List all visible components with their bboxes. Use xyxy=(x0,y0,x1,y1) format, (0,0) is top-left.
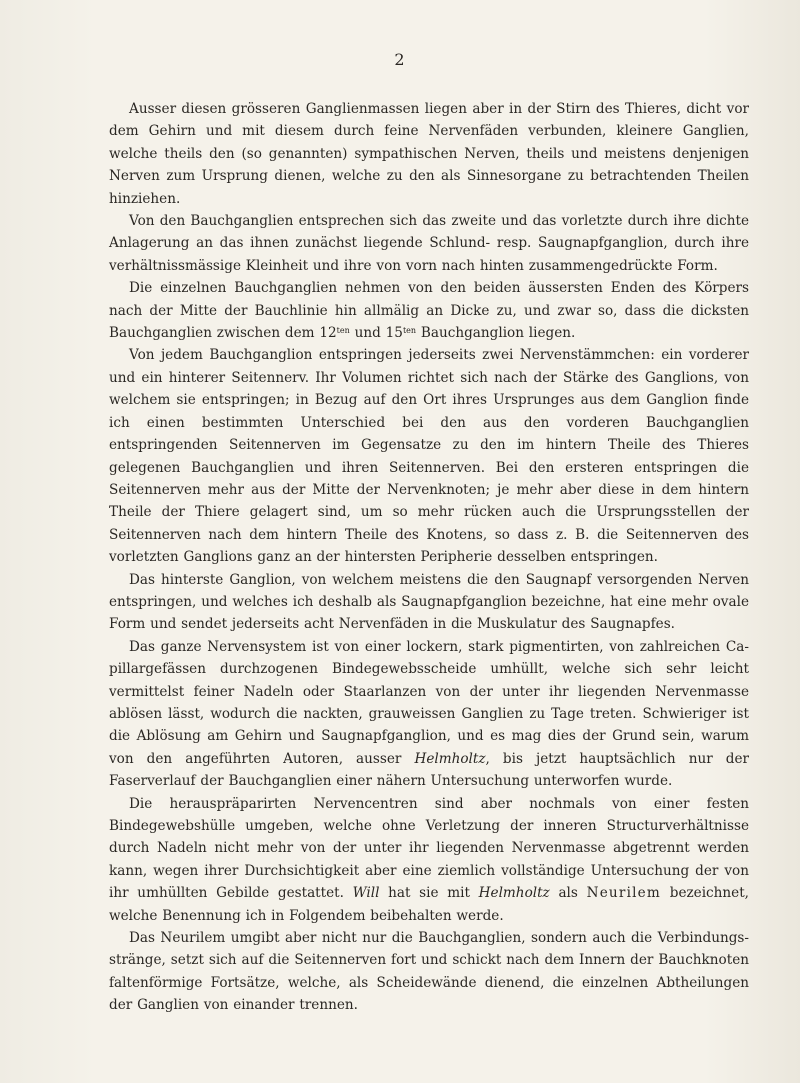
ordinal-suffix: ten xyxy=(402,326,417,336)
text-run: Die einzelnen Bauchganglien nehmen von den beiden äussersten Enden des Körpers nach der Mitte der Bauchlinie hin allmälig an Dicke zu, und zwar so, dass die dicksten Bauchganglien zwischen dem 12 xyxy=(109,280,749,342)
text-run: Ausser diesen grösseren Ganglienmassen liegen aber in der Stirn des Thieres, dicht vor dem Gehirn und mit diesem durch feine Nervenfäden verbunden, kleinere Ganglien, welche theils den (so genannten) sympathischen Nerven, theils und meistens denjenigen Nerven zum Ursprung dienen, welche zu den als Sinnesorgane zu betrachtenden Theilen hinziehen. xyxy=(109,101,749,207)
text-run: Von den Bauchganglien entsprechen sich das zweite und das vorletzte durch ihre dichte Anlagerung an das ihnen zunächst liegende Schlund- resp. Saugnapfganglion, durch ihre verhältnissmässige Kleinheit und ihre von vorn nach hinten zusammengedrückte Form. xyxy=(109,213,749,274)
author-name: Helmholtz xyxy=(478,885,550,902)
text-run: als xyxy=(549,885,587,902)
ordinal-suffix: ten xyxy=(336,326,350,336)
text-run: Das hinterste Ganglion, von welchem meistens die den Saugnapf versorgenden Nerven entspringen, und welches ich deshalb als Saugnapfganglion bezeichne, hat eine mehr ovale Form und sendet jederseits acht Nervenfäden in die Muskulatur des Saugnapfes. xyxy=(109,571,749,633)
text-run: und 15 xyxy=(349,325,403,342)
text-run: Von jedem Bauchganglion entspringen jederseits zwei Nervenstämmchen: ein vorderer und ein hinterer Seitennerv. Ihr Volumen richtet sich nach der Stärke des Ganglions, von welchem sie entspringen; in Bezug auf den Ort ihres Ursprunges aus dem Ganglion finde ich einen bestimmten Unterschied bei den aus den vorderen Bauchganglien entspringenden Seitennerven im Gegensatze zu den im hintern Theile des Thieres gelegenen Bauchganglien und ihren Seitennerven. Bei den ersteren entspringen die Seitennerven mehr aus der Mitte der Nervenknoten; je mehr aber diese in dem hintern Theile der Thiere gelagert sind, um so mehr rücken auch die Ursprungsstellen der Seitennerven nach dem hintern Theile des Knotens, so dass z. B. die Seitennerven des vorletzten Ganglions ganz an der hintersten Peripherie desselben entspringen. xyxy=(109,347,749,566)
spaced-term: Neurilem xyxy=(586,885,662,902)
author-name: Helmholtz xyxy=(414,750,486,767)
paragraph xyxy=(109,927,749,1017)
paragraph xyxy=(109,636,749,793)
text-run: , bis jetzt hauptsächlich nur der Faserverlauf der Bauchganglien einer nähern Untersuchung unterworfen wurde. xyxy=(109,750,750,790)
paragraph xyxy=(109,793,749,927)
author-name: Will xyxy=(352,885,380,902)
text-run: Das Neurilem umgibt aber nicht nur die Bauchganglien, sondern auch die Verbindungsstränge, setzt sich auf die Seitennerven fort und schickt nach dem Innern der Bauchknoten faltenförmige Fortsätze, welche, als Scheidewände dienend, die einzelnen Abtheilungen der Ganglien von einander trennen. xyxy=(109,930,749,1014)
page-number: 2 xyxy=(394,50,406,69)
paragraph xyxy=(109,277,749,344)
body-text xyxy=(109,98,749,1017)
paragraph xyxy=(109,569,749,636)
text-run: Bauchganglion liegen. xyxy=(416,325,576,342)
paragraph xyxy=(109,344,749,568)
text-run: bezeichnet, welche Benennung ich in Folgendem beibehalten werde. xyxy=(109,885,749,924)
text-run: hat sie mit xyxy=(379,885,479,902)
text-run: Das ganze Nervensystem ist von einer lockern, stark pigmentirten, von zahlreichen Capillargefässen durchzogenen Bindegewebsscheide umhüllt, welche sich sehr leicht vermittelst feiner Nadeln oder Staarlanzen von der unter ihr liegenden Nervenmasse ablösen lässt, wodurch die nackten, grauweissen Ganglien zu Tage treten. Schwieriger ist die Ablösung am Gehirn und Saugnapfganglion, und es mag dies der Grund sein, warum von den angeführten Autoren, ausser xyxy=(109,638,749,767)
paragraph xyxy=(109,210,749,277)
text-run: Die herauspräparirten Nervencentren sind aber nochmals von einer festen Bindegewebshülle umgeben, welche ohne Verletzung der inneren Structurverhältnisse durch Nadeln nicht mehr von der unter ihr liegenden Nervenmasse abgetrennt werden kann, wegen ihrer Durchsichtigkeit aber eine ziemlich vollständige Untersuchung der von ihr umhüllten Gebilde gestattet. xyxy=(109,795,749,902)
paragraph xyxy=(109,98,749,210)
